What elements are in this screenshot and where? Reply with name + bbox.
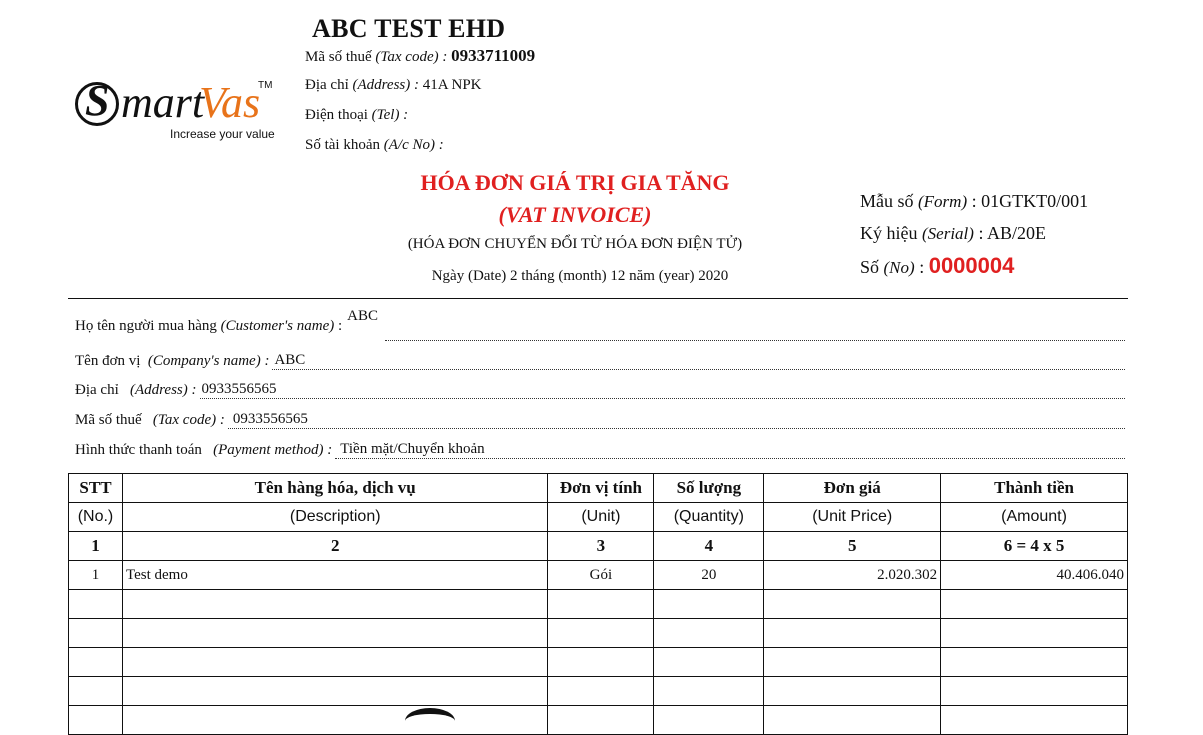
invoice-title-vi: HÓA ĐƠN GIÁ TRỊ GIA TĂNG — [420, 170, 730, 195]
row-unit: Gói — [548, 561, 654, 590]
header-cell-en: (Amount) — [941, 503, 1128, 532]
header-cell: Đơn giá — [764, 474, 941, 503]
serial-value: : AB/20E — [978, 223, 1046, 243]
buyer-address-label: Địa chỉ (Address) : — [75, 382, 197, 398]
invoice-title-en: (VAT INVOICE) — [498, 202, 652, 227]
header-cell-en: (No.) — [69, 503, 123, 532]
seller-tel-label-en: (Tel) : — [371, 107, 409, 123]
header-cell: Tên hàng hóa, dịch vụ — [122, 474, 547, 503]
buyer-tax-label: Mã số thuế (Tax code) : — [75, 412, 225, 428]
row-quantity: 20 — [654, 561, 764, 590]
serial-label: Ký hiệu — [860, 223, 918, 243]
company-logo — [75, 76, 285, 150]
buyer-tax-value: 0933556565 — [228, 411, 1125, 429]
invoice-number-label-en: (No) — [883, 258, 915, 277]
invoice-number-value: 0000004 — [928, 253, 1015, 278]
header-row-vi — [69, 474, 1128, 503]
header-cell-en: (Quantity) — [654, 503, 764, 532]
items-table — [68, 473, 1128, 735]
seller-tax-line — [305, 46, 535, 66]
header-cell-num: 6 = 4 x 5 — [941, 532, 1128, 561]
header-cell-num: 4 — [654, 532, 764, 561]
form-value: : 01GTKT0/001 — [971, 191, 1089, 211]
seller-account-label: Số tài khoản — [305, 137, 380, 153]
header-cell-en: (Unit Price) — [764, 503, 941, 532]
form-label: Mẫu số — [860, 191, 914, 211]
seller-tax-value: 0933711009 — [451, 46, 536, 65]
stamp-edge — [405, 708, 455, 734]
buyer-address-field — [75, 381, 1125, 399]
header-cell: Đơn vị tính — [548, 474, 654, 503]
row-no: 1 — [69, 561, 123, 590]
table-row-empty — [69, 619, 1128, 648]
header-cell: STT — [69, 474, 123, 503]
buyer-name-field — [75, 308, 1125, 335]
invoice-number-colon: : — [919, 257, 925, 277]
buyer-payment-value: Tiền mặt/Chuyển khoản — [335, 441, 1125, 459]
seller-address-value: 41A NPK — [422, 77, 482, 93]
buyer-payment-label: Hình thức thanh toán (Payment method) : — [75, 442, 333, 458]
logo-text-mart: mart — [121, 78, 205, 127]
serial-line — [860, 223, 1046, 244]
buyer-name-label: Họ tên người mua hàng (Customer's name) : — [75, 318, 343, 334]
buyer-company-field — [75, 352, 1125, 370]
header-cell-num: 1 — [69, 532, 123, 561]
table-row-empty — [69, 677, 1128, 706]
logo-trademark: TM — [258, 80, 273, 91]
seller-account-label-en: (A/c No) : — [383, 137, 444, 153]
invoice-subtitle: (HÓA ĐƠN CHUYỂN ĐỔI TỪ HÓA ĐƠN ĐIỆN TỬ) — [407, 236, 743, 252]
row-unit-price: 2.020.302 — [764, 561, 941, 590]
header-cell-num: 3 — [548, 532, 654, 561]
header-cell-num: 5 — [764, 532, 941, 561]
invoice-date: Ngày (Date) 2 tháng (month) 12 năm (year) 2020 — [431, 268, 729, 284]
seller-account-line — [305, 137, 444, 154]
buyer-company-value: ABC — [272, 352, 1125, 370]
seller-tel-line — [305, 107, 408, 124]
header-cell: Số lượng — [654, 474, 764, 503]
seller-tax-label-en: (Tax code) : — [375, 49, 448, 65]
header-cell-en: (Description) — [122, 503, 547, 532]
header-row-en — [69, 503, 1128, 532]
header-row-num — [69, 532, 1128, 561]
header-cell-num: 2 — [122, 532, 547, 561]
logo-text-vas: Vas — [199, 78, 261, 127]
form-label-en: (Form) — [918, 192, 968, 211]
seller-tel-label: Điện thoại — [305, 107, 368, 123]
header-cell-en: (Unit) — [548, 503, 654, 532]
header-cell: Thành tiền — [941, 474, 1128, 503]
row-description: Test demo — [122, 561, 547, 590]
form-line — [860, 191, 1088, 212]
seller-address-label: Địa chỉ — [305, 77, 349, 93]
serial-label-en: (Serial) — [922, 224, 974, 243]
header-divider — [68, 298, 1128, 299]
buyer-address-value: 0933556565 — [200, 381, 1126, 399]
invoice-number-label: Số — [860, 257, 880, 277]
row-amount: 40.406.040 — [941, 561, 1128, 590]
table-row-empty — [69, 648, 1128, 677]
buyer-name-dotline — [385, 340, 1125, 341]
buyer-payment-field — [75, 441, 1125, 459]
seller-address-label-en: (Address) : — [352, 77, 419, 93]
buyer-company-label: Tên đơn vị (Company's name) : — [75, 353, 270, 369]
logo-letter-s: S — [85, 76, 110, 125]
table-row-empty — [69, 706, 1128, 735]
buyer-name-value: ABC — [347, 308, 379, 324]
table-row-empty — [69, 590, 1128, 619]
seller-address-line — [305, 77, 482, 94]
logo-tagline: Increase your value — [170, 127, 275, 141]
seller-tax-label: Mã số thuế — [305, 49, 372, 65]
invoice-number-line — [860, 253, 1014, 279]
table-row — [69, 561, 1128, 590]
buyer-tax-field — [75, 411, 1125, 429]
seller-name: ABC TEST EHD — [312, 14, 506, 43]
